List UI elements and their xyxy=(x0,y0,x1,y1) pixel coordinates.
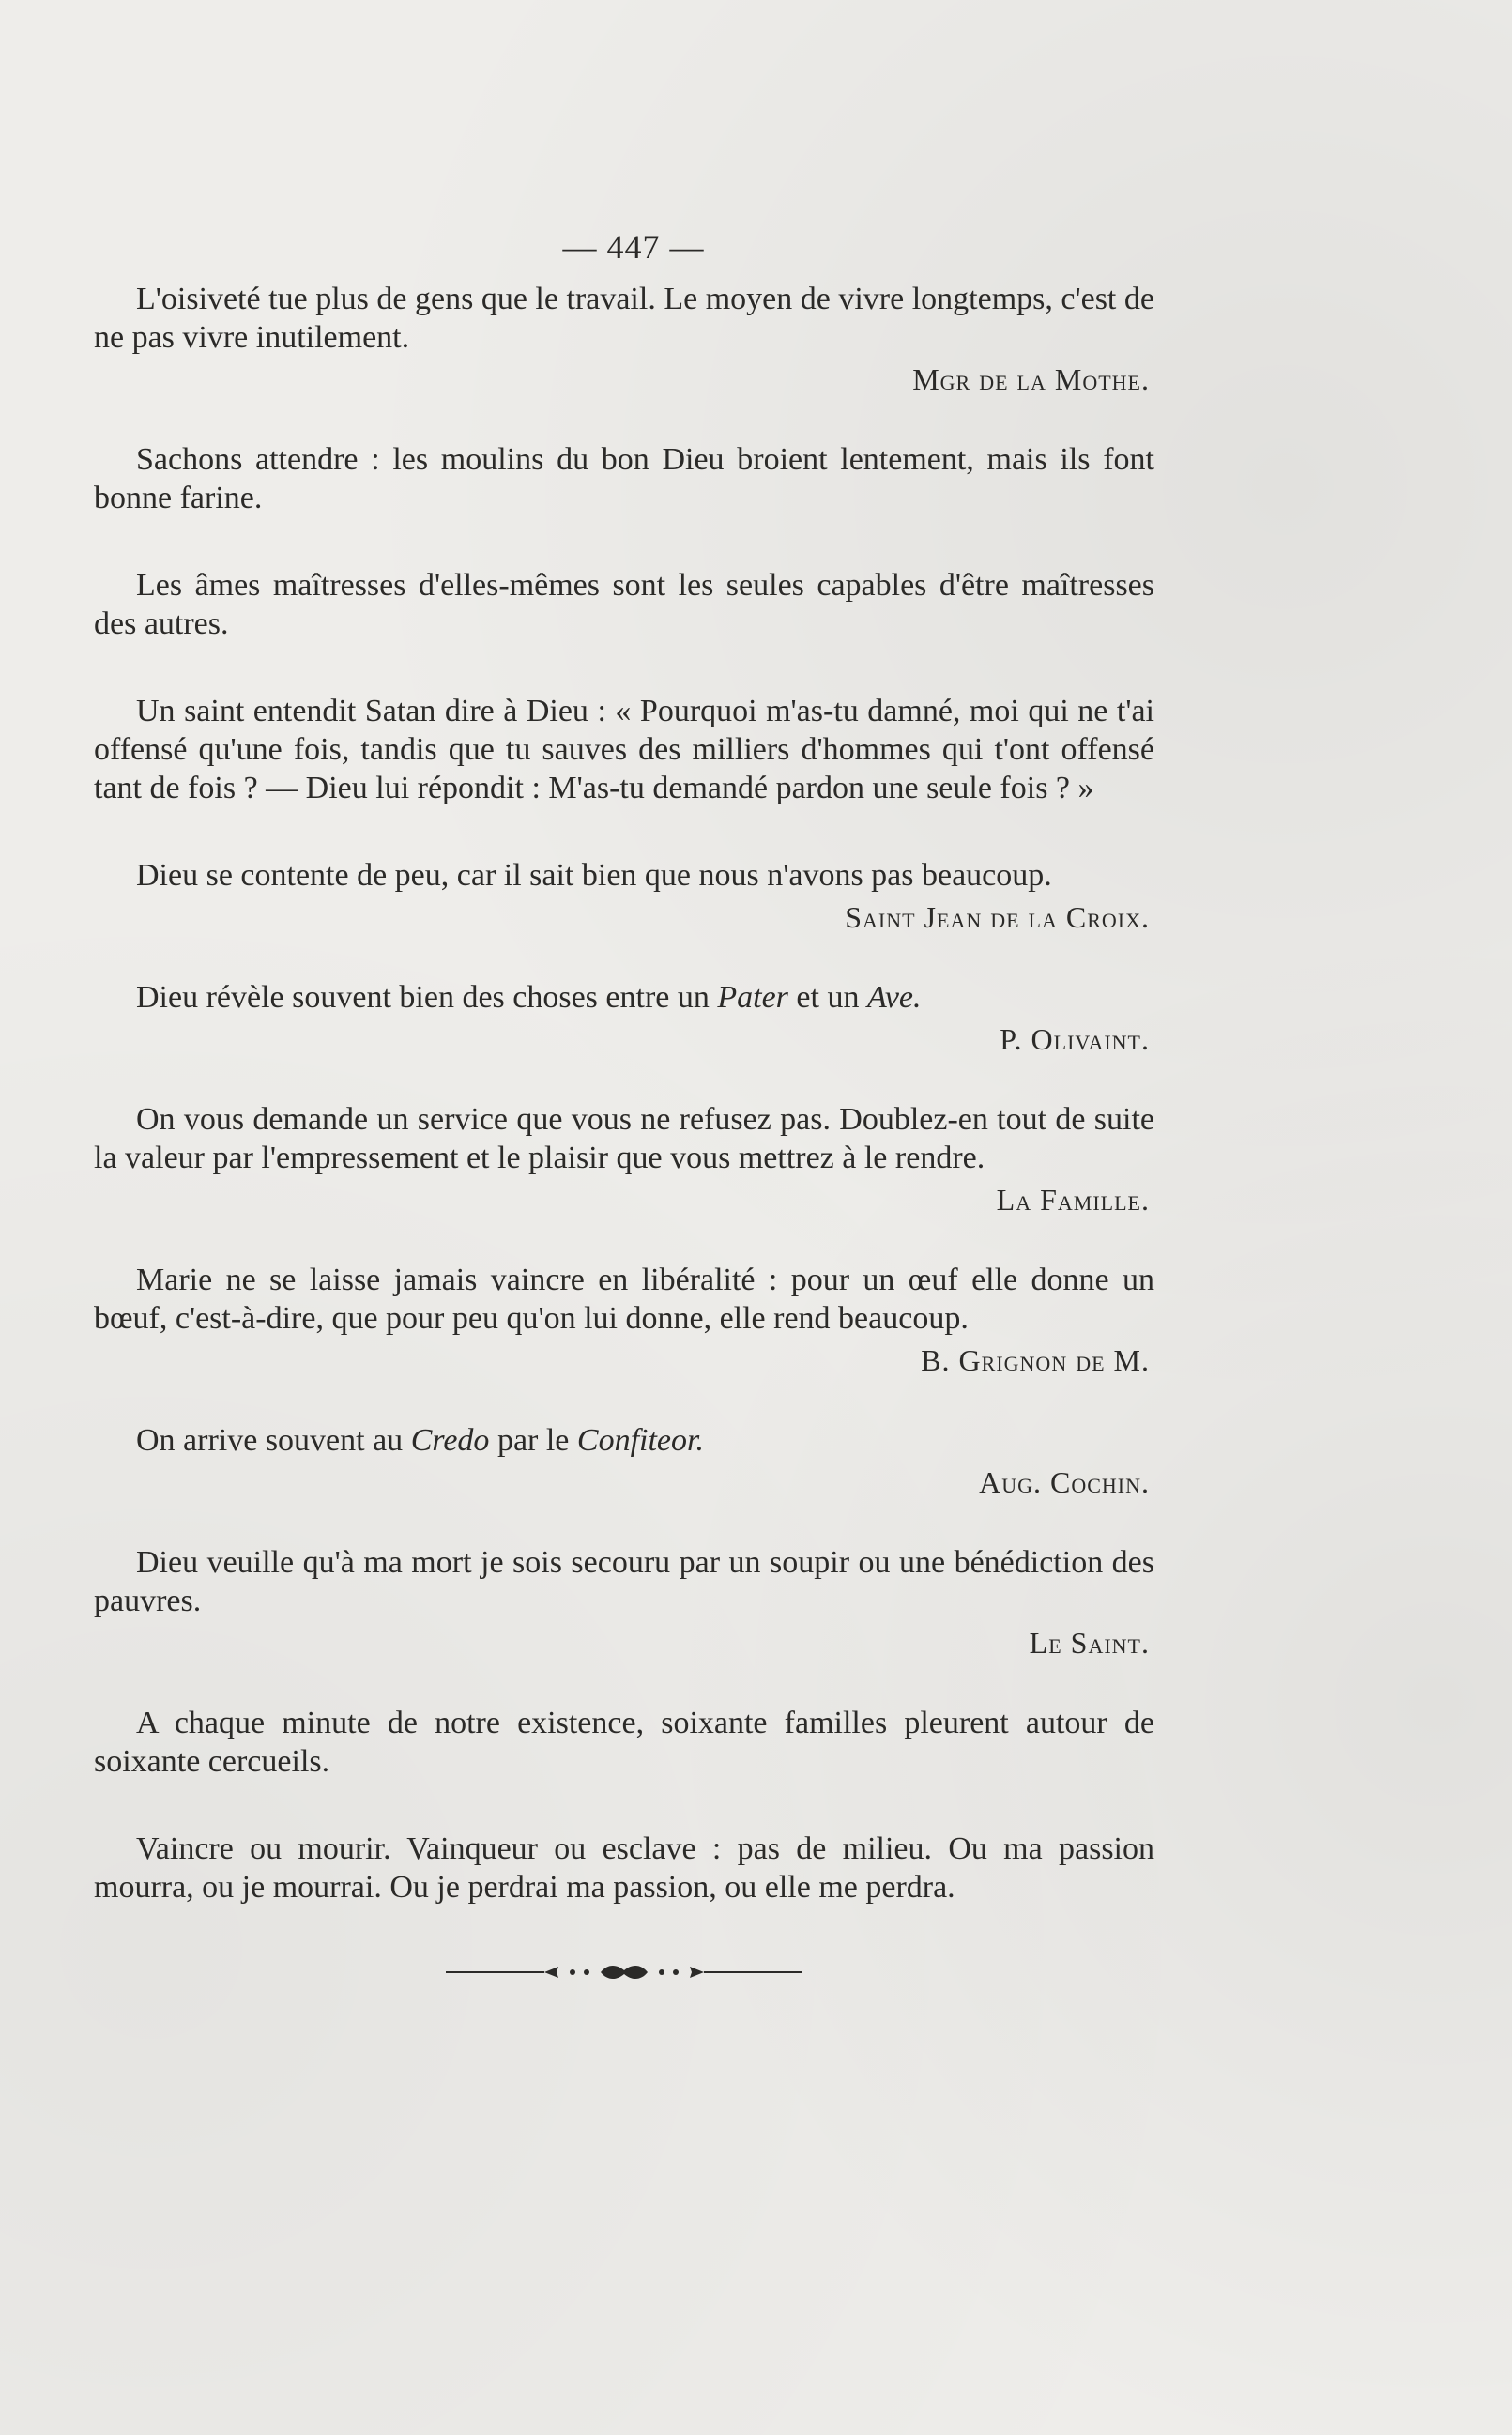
quote-italic-word: Confiteor. xyxy=(576,1423,704,1458)
quote-italic-word: Ave. xyxy=(866,980,922,1015)
typographic-fleuron-icon xyxy=(446,1961,802,1983)
quote-block xyxy=(94,1261,1154,1380)
quote-block xyxy=(94,856,1154,937)
quote-block xyxy=(94,1704,1154,1781)
quote-block xyxy=(94,1100,1154,1219)
quote-text: Marie ne se laisse jamais vaincre en libéralité : pour un œuf elle donne un bœuf, c'est-à-dire, que pour peu qu'on lui donne, elle rend beaucoup. xyxy=(94,1263,1154,1336)
quote-italic-word: Pater xyxy=(717,980,788,1015)
quote-text: Dieu veuille qu'à ma mort je sois secouru par un soupir ou une bénédiction des pauvres. xyxy=(94,1545,1154,1618)
quote-text: L'oisiveté tue plus de gens que le travail. Le moyen de vivre longtemps, c'est de ne pas vivre inutilement. xyxy=(94,282,1154,355)
quote-text: Les âmes maîtresses d'elles-mêmes sont les seules capables d'être maîtresses des autres. xyxy=(94,568,1154,641)
quote-text: Vaincre ou mourir. Vainqueur ou esclave : pas de milieu. Ou ma passion mourra, ou je mourrai. Ou je perdrai ma passion, ou elle me perdra. xyxy=(94,1831,1154,1905)
quote-text: Dieu se contente de peu, car il sait bien que nous n'avons pas beaucoup. xyxy=(136,858,1052,893)
quote-text: Un saint entendit Satan dire à Dieu : « Pourquoi m'as-tu damné, moi qui ne t'ai offensé qu'une fois, tandis que tu sauves des milliers d'hommes qui t'ont offensé tant de fois ? — Dieu lui répondit : M'as-tu demandé pardon une seule fois ? » xyxy=(94,694,1154,805)
quote-text: Sachons attendre : les moulins du bon Dieu broient lentement, mais ils font bonne farine. xyxy=(94,442,1154,515)
page-number: — 447 — xyxy=(562,228,705,266)
quote-block xyxy=(94,1421,1154,1502)
quote-block xyxy=(94,280,1154,399)
quote-block xyxy=(94,692,1154,807)
quote-text-part: On arrive souvent au xyxy=(136,1423,411,1458)
quote-text: A chaque minute de notre existence, soixante familles pleurent autour de soixante cercueils. xyxy=(94,1706,1154,1779)
quote-block xyxy=(94,1830,1154,1907)
quote-author: La Famille. xyxy=(996,1183,1150,1217)
quote-author: Mgr de la Mothe. xyxy=(912,362,1150,396)
quote-text-part: Dieu révèle souvent bien des choses entre un xyxy=(136,980,718,1015)
page-content xyxy=(94,227,1154,1983)
quote-author: Saint Jean de la Croix. xyxy=(845,900,1150,934)
quote-block xyxy=(94,440,1154,517)
quote-author: Aug. Cochin. xyxy=(979,1465,1150,1499)
quote-text xyxy=(94,978,1154,1017)
quote-author: B. Grignon de M. xyxy=(921,1343,1150,1377)
quote-text-part: et un xyxy=(787,980,867,1015)
quote-text: On vous demande un service que vous ne refusez pas. Doublez-en tout de suite la valeur par l'empressement et le plaisir que vous mettrez à le rendre. xyxy=(94,1102,1154,1175)
end-ornament xyxy=(94,1961,1154,1983)
quote-block xyxy=(94,1543,1154,1662)
quote-block xyxy=(94,978,1154,1059)
quote-text-part: par le xyxy=(489,1423,577,1458)
quote-author: P. Olivaint. xyxy=(1000,1022,1150,1056)
quote-block xyxy=(94,566,1154,643)
quote-italic-word: Credo xyxy=(410,1423,490,1458)
quote-text xyxy=(94,1421,1154,1460)
quote-author: Le Saint. xyxy=(1029,1626,1150,1660)
